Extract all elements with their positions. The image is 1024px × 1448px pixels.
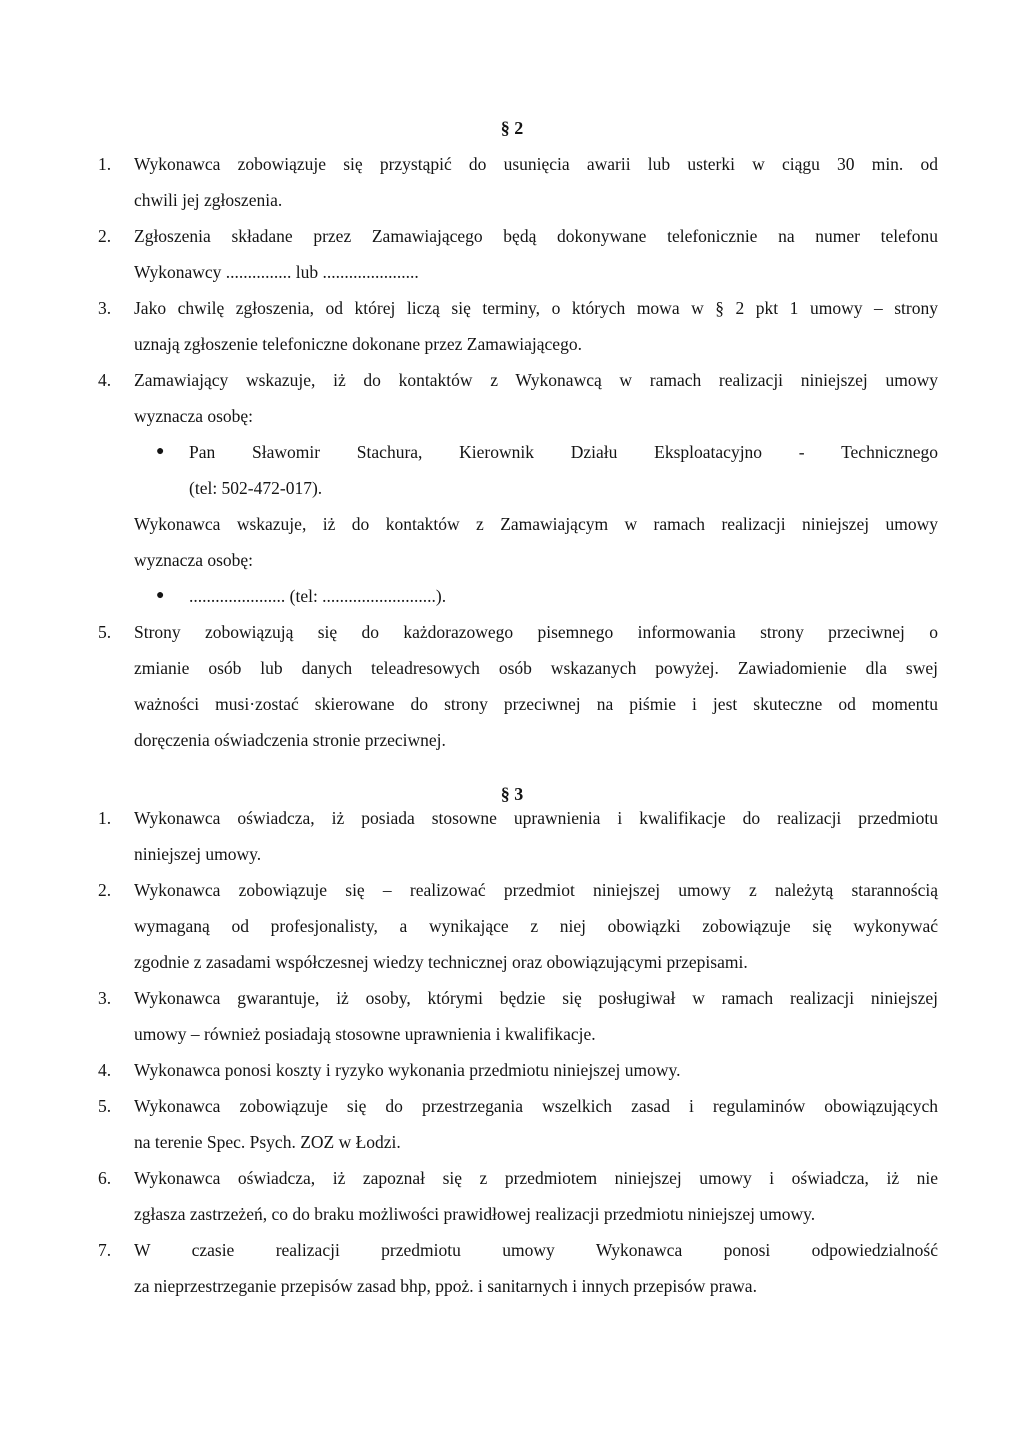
s3-item-5-number: 5. (98, 1096, 112, 1116)
s2-item-3-number: 3. (98, 298, 112, 318)
s3-item-2-number: 2. (98, 880, 112, 900)
s3-item-7-number: 7. (98, 1240, 112, 1260)
s3-item-7-line-2: za nieprzestrzeganie przepisów zasad bhp, ppoż. i sanitarnych i innych przepisów prawa. (134, 1276, 757, 1296)
s2-item-4-number: 4. (98, 370, 112, 390)
s2-item-1-line-2: chwili jej zgłoszenia. (134, 190, 283, 210)
s3-item-4-line-1: Wykonawca ponosi koszty i ryzyko wykonania przedmiotu niniejszej umowy. (134, 1060, 681, 1080)
s3-item-5-line-1: Wykonawca zobowiązuje się do przestrzegania wszelkich zasad i regulaminów obowiązujących (134, 1096, 938, 1116)
s3-item-3-number: 3. (98, 988, 112, 1008)
bullet-dot-icon: ● (156, 444, 165, 459)
s2-item-5-line-2: zmianie osób lub danych teleadresowych osób wskazanych powyżej. Zawiadomienie dla swej (134, 658, 938, 678)
s3-item-1-number: 1. (98, 808, 112, 828)
s3-item-6-number: 6. (98, 1168, 112, 1188)
s3-item-5-line-2: na terenie Spec. Psych. ZOZ w Łodzi. (134, 1132, 401, 1152)
section-2-heading: § 2 (500, 118, 524, 138)
s2-item-4-line-1: Zamawiający wskazuje, iż do kontaktów z Wykonawcą w ramach realizacji niniejszej umowy (134, 370, 938, 390)
s3-item-2-line-1: Wykonawca zobowiązuje się – realizować przedmiot niniejszej umowy z należytą starannością (134, 880, 938, 900)
contractor-contact-text (134, 506, 938, 578)
s2-item-4-line-2: wyznacza osobę: (134, 406, 254, 426)
s2-item-2-line-2: Wykonawcy ............... lub ...................... (134, 262, 419, 282)
s2-item-5-line-3: ważności musi·zostać skierowane do strony przeciwnej na piśmie i jest skuteczne od momentu (134, 694, 938, 714)
contact-person-line-1: Pan Sławomir Stachura, Kierownik Działu Eksploatacyjno - Technicznego (189, 442, 938, 462)
s2-item-5-line-4: doręczenia oświadczenia stronie przeciwnej. (134, 730, 446, 750)
s3-item-3-line-2: umowy – również posiadają stosowne uprawnienia i kwalifikacje. (134, 1024, 596, 1044)
s3-item-7-line-1: W czasie realizacji przedmiotu umowy Wykonawca ponosi odpowiedzialność (134, 1240, 938, 1260)
s3-item-1-line-1: Wykonawca oświadcza, iż posiada stosowne uprawnienia i kwalifikacje do realizacji przedmiotu (134, 808, 938, 828)
s3-item-3-line-1: Wykonawca gwarantuje, iż osoby, którymi będzie się posługiwał w ramach realizacji niniejszej (134, 988, 938, 1008)
s2-item-5-line-1: Strony zobowiązują się do każdorazowego pisemnego informowania strony przeciwnej o (134, 622, 938, 642)
s3-item-6-line-2: zgłasza zastrzeżeń, co do braku możliwości prawidłowej realizacji przedmiotu niniejszej umowy. (134, 1204, 816, 1224)
s2-item-3-line-2: uznają zgłoszenie telefoniczne dokonane przez Zamawiającego. (134, 334, 582, 354)
s3-item-2-line-2: wymaganą od profesjonalisty, a wynikające z niej obowiązki zobowiązuje się wykonywać (134, 916, 938, 936)
s3-item-6-line-1: Wykonawca oświadcza, iż zapoznał się z przedmiotem niniejszej umowy i oświadcza, iż nie (134, 1168, 938, 1188)
contact-person-line-2: (tel: 502-472-017). (189, 478, 323, 498)
contractor-contact-placeholder: ...................... (tel: ..........................). (189, 586, 447, 606)
s3-item-1-line-2: niniejszej umowy. (134, 844, 262, 864)
section-3-heading: § 3 (500, 784, 524, 804)
contractor-contact-line-2: wyznacza osobę: (134, 550, 254, 570)
s3-item-2-line-3: zgodnie z zasadami współczesnej wiedzy technicznej oraz obowiązującymi przepisami. (134, 952, 748, 972)
s2-item-1-number: 1. (98, 154, 112, 174)
s2-item-2-line-1: Zgłoszenia składane przez Zamawiającego będą dokonywane telefonicznie na numer telefonu (134, 226, 938, 246)
s2-item-2-number: 2. (98, 226, 112, 246)
s2-item-1-line-1: Wykonawca zobowiązuje się przystąpić do usunięcia awarii lub usterki w ciągu 30 min. od (134, 154, 938, 174)
contractor-contact-line-1: Wykonawca wskazuje, iż do kontaktów z Zamawiającym w ramach realizacji niniejszej umowy (134, 514, 938, 534)
s3-item-4-number: 4. (98, 1060, 112, 1080)
s2-item-5-number: 5. (98, 622, 112, 642)
s2-item-3-line-1: Jako chwilę zgłoszenia, od której liczą się terminy, o których mowa w § 2 pkt 1 umowy – strony (134, 298, 938, 318)
bullet-dot-icon: ● (156, 588, 165, 603)
